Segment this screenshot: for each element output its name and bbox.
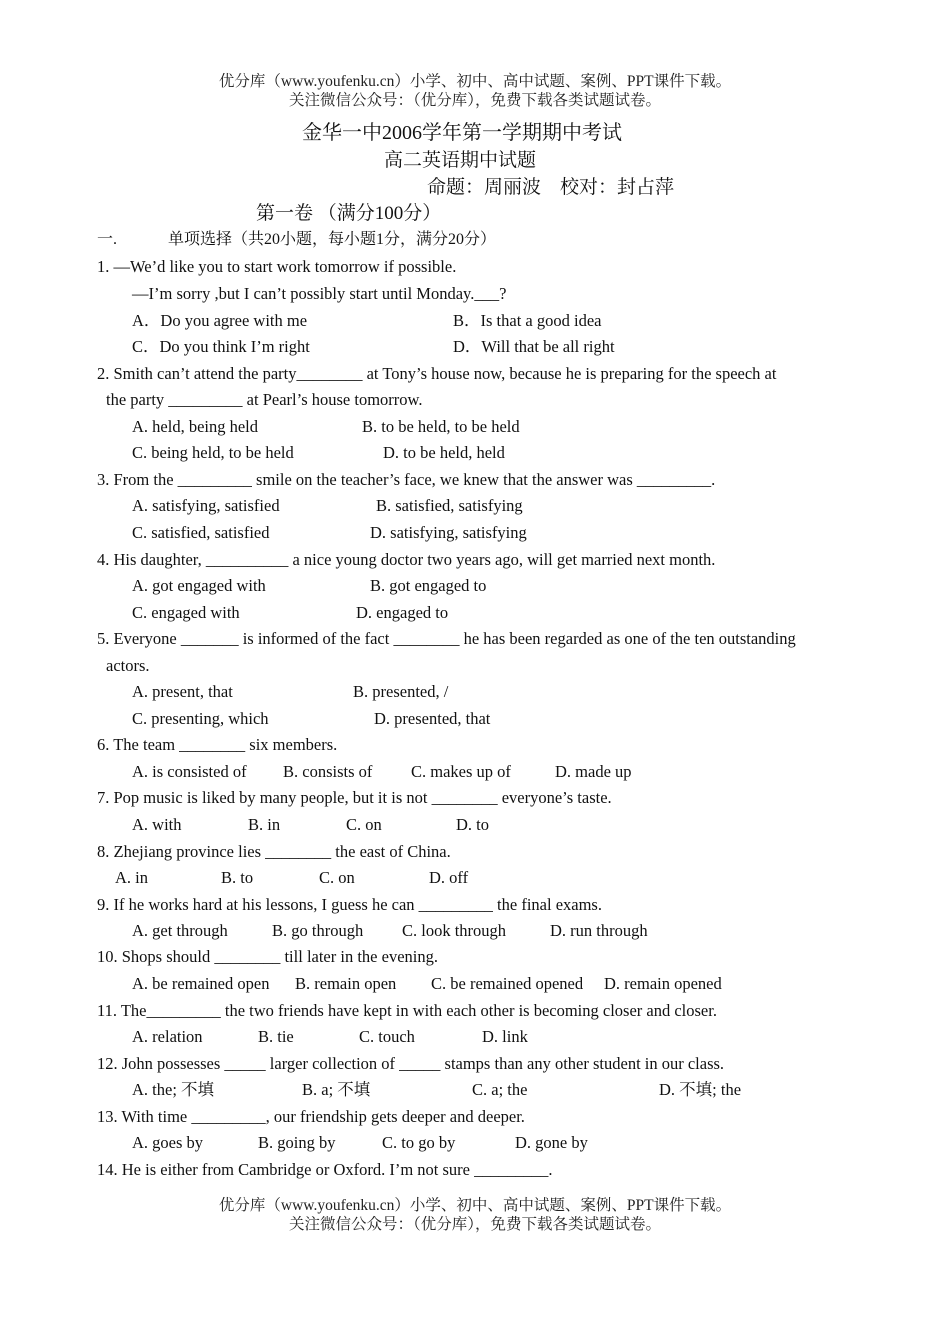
question-8-option-a: A. in: [115, 868, 148, 887]
question-8-option-b: B. to: [221, 868, 254, 887]
question-9-stem: 9. If he works hard at his lessons, I guess he can _________ the final exams.: [97, 895, 602, 914]
banner-line-1: 优分库（www.youfenku.cn）小学、初中、高中试题、案例、PPT课件下载。: [218, 73, 732, 90]
volume-heading: 第一卷 （满分100分）: [256, 203, 442, 224]
question-4-option-a: A. got engaged with: [132, 576, 266, 595]
question-6-option-b: B. consists of: [283, 762, 373, 781]
top-banner: [0, 72, 950, 110]
question-5-stem-2: actors.: [106, 656, 150, 675]
question-2-option-d: D. to be held, held: [383, 443, 505, 462]
section-number: 一.: [97, 231, 118, 248]
question-7-option-b: B. in: [248, 815, 281, 834]
question-12-option-d: D. 不填; the: [659, 1080, 742, 1099]
question-5-option-c: C. presenting, which: [132, 709, 269, 728]
question-11-option-c: C. touch: [359, 1027, 415, 1046]
question-6-option-d: D. made up: [555, 762, 632, 781]
exam-title: 金华一中2006学年第一学期期中考试: [302, 122, 622, 144]
question-10-option-d: D. remain opened: [604, 974, 722, 993]
bottom-banner: [0, 1196, 950, 1234]
question-3-option-d: D. satisfying, satisfying: [370, 523, 527, 542]
question-8-option-d: D. off: [429, 868, 469, 887]
question-10-option-c: C. be remained opened: [431, 974, 584, 993]
question-12-stem: 12. John possesses _____ larger collection of _____ stamps than any other student in our class.: [97, 1054, 725, 1073]
question-3-option-b: B. satisfied, satisfying: [376, 496, 523, 515]
question-4-option-c: C. engaged with: [132, 603, 240, 622]
question-2-option-b: B. to be held, to be held: [362, 417, 520, 436]
question-7-option-d: D. to: [456, 815, 489, 834]
question-6-option-c: C. makes up of: [411, 762, 511, 781]
question-9-option-d: D. run through: [550, 921, 648, 940]
question-9-option-c: C. look through: [402, 921, 507, 940]
question-3-option-a: A. satisfying, satisfied: [132, 496, 280, 515]
question-4-option-b: B. got engaged to: [370, 576, 487, 595]
question-10-option-b: B. remain open: [295, 974, 397, 993]
question-4-option-d: D. engaged to: [356, 603, 449, 622]
exam-authors: 命题：周丽波 校对：封占萍: [427, 177, 675, 198]
question-5-option-a: A. present, that: [132, 682, 233, 701]
question-12-option-b: B. a; 不填: [302, 1080, 371, 1099]
banner-line-2: 关注微信公众号：（优分库），免费下载各类试题试卷。: [288, 92, 661, 109]
question-9-option-a: A. get through: [132, 921, 228, 940]
question-11-option-d: D. link: [482, 1027, 528, 1046]
question-2-option-c: C. being held, to be held: [132, 443, 294, 462]
question-1-stem-2: —I’m sorry ,but I can’t possibly start until Monday.___?: [132, 284, 507, 303]
question-6-option-a: A. is consisted of: [132, 762, 247, 781]
question-14-stem: 14. He is either from Cambridge or Oxford. I’m not sure _________.: [97, 1160, 553, 1179]
question-10-option-a: A. be remained open: [132, 974, 270, 993]
banner-line-2: 关注微信公众号：（优分库），免费下载各类试题试卷。: [288, 1216, 661, 1233]
question-1-option-c: C．Do you think I’m right: [132, 337, 310, 356]
question-9-option-b: B. go through: [272, 921, 364, 940]
question-12-option-a: A. the; 不填: [132, 1080, 215, 1099]
question-6-stem: 6. The team ________ six members.: [97, 735, 338, 754]
question-8-option-c: C. on: [319, 868, 355, 887]
question-1-option-a: A．Do you agree with me: [132, 311, 308, 330]
question-5-option-b: B. presented, /: [353, 682, 449, 701]
question-13-option-b: B. going by: [258, 1133, 336, 1152]
question-7-option-c: C. on: [346, 815, 382, 834]
section-heading: 单项选择（共20小题，每小题1分，满分20分）: [168, 231, 497, 248]
question-1-stem: 1. —We’d like you to start work tomorrow if possible.: [97, 257, 457, 276]
banner-line-1: 优分库（www.youfenku.cn）小学、初中、高中试题、案例、PPT课件下载。: [218, 1197, 732, 1214]
question-3-option-c: C. satisfied, satisfied: [132, 523, 270, 542]
question-13-option-c: C. to go by: [382, 1133, 456, 1152]
question-8-stem: 8. Zhejiang province lies ________ the east of China.: [97, 842, 451, 861]
question-7-stem: 7. Pop music is liked by many people, but it is not ________ everyone’s taste.: [97, 788, 612, 807]
question-11-option-a: A. relation: [132, 1027, 203, 1046]
question-5-option-d: D. presented, that: [374, 709, 491, 728]
question-3-stem: 3. From the _________ smile on the teacher’s face, we knew that the answer was _________.: [97, 470, 716, 489]
question-7-option-a: A. with: [132, 815, 182, 834]
question-4-stem: 4. His daughter, __________ a nice young doctor two years ago, will get married next month.: [97, 550, 716, 569]
question-5-stem: 5. Everyone _______ is informed of the fact ________ he has been regarded as one of the ten outstanding: [97, 629, 796, 648]
question-1-option-b: B．Is that a good idea: [453, 311, 602, 330]
question-13-stem: 13. With time _________, our friendship gets deeper and deeper.: [97, 1107, 525, 1126]
exam-subtitle: 高二英语期中试题: [384, 150, 537, 171]
question-2-option-a: A. held, being held: [132, 417, 259, 436]
question-12-option-c: C. a; the: [472, 1080, 528, 1099]
question-11-option-b: B. tie: [258, 1027, 294, 1046]
question-11-stem: 11. The_________ the two friends have kept in with each other is becoming closer and closer.: [97, 1001, 717, 1020]
question-2-stem: 2. Smith can’t attend the party________ at Tony’s house now, because he is preparing for the speech at: [97, 364, 777, 383]
question-1-option-d: D．Will that be all right: [453, 337, 615, 356]
question-10-stem: 10. Shops should ________ till later in the evening.: [97, 947, 438, 966]
question-2-stem-2: the party _________ at Pearl’s house tomorrow.: [106, 390, 423, 409]
question-13-option-a: A. goes by: [132, 1133, 204, 1152]
question-13-option-d: D. gone by: [515, 1133, 588, 1152]
